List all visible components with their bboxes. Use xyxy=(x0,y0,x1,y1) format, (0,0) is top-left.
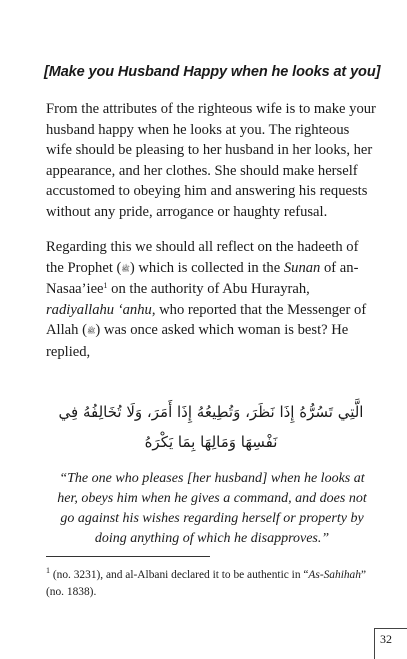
footnote-text: (no. 3231), and al-Albani declared it to be authentic in “ xyxy=(50,569,309,581)
salla-symbol: ﷺ xyxy=(121,264,130,273)
para2-text: on the authority of Abu Hurayrah, xyxy=(107,281,310,297)
footnote-divider xyxy=(46,556,210,557)
footnote-ref: 1 xyxy=(103,281,108,290)
salla-symbol: ﷺ xyxy=(86,327,96,335)
footnote-number: 1 xyxy=(46,566,50,575)
para2-text: , who reported that the Messenger of Allah ( xyxy=(46,301,367,338)
footnote-text: ” (no. 1838). xyxy=(46,569,367,598)
section-heading: [Make you Husband Happy when he looks at you] xyxy=(44,64,381,80)
paragraph-hadeeth-intro xyxy=(46,237,376,362)
page-number: 32 xyxy=(380,632,392,646)
footnote-book-title: As-Sahihah xyxy=(308,569,361,581)
hadeeth-translation: “The one who pleases [her husband] when he looks at her, obeys him when he gives a command, and does not go against his wishes regarding herself or property by doing anything of which he disapproves.” xyxy=(57,471,367,546)
radiyallahu-term: radiyallahu ‘anhu xyxy=(46,301,152,318)
para2-text: of an-Nasaa’iee xyxy=(46,259,359,297)
paragraph-attributes: From the attributes of the righteous wife is to make your husband happy when he looks at you. The righteous wife should be pleasing to her husband in her looks, her appearance, and her clothes. She should make herself accustomed to obeying him and answering his requests without any pride, arrogance or haughty refusal. xyxy=(46,101,376,220)
para2-text: Regarding this we should all reflect on the hadeeth of the Prophet ( xyxy=(46,239,359,276)
para2-text: ) was once asked which woman is best? He replied, xyxy=(46,322,349,360)
sunan-term: Sunan xyxy=(283,259,321,276)
footnote xyxy=(46,567,376,601)
para2-text: ) which is collected in the xyxy=(129,259,284,276)
arabic-hadeeth-text: الَّتِي تَسُرُّهُ إِذَا نَظَرَ، وَتُطِيعُهُ إِذَا أَمَرَ، وَلَا تُخَالِفُهُ فِي نَفْسِهَا وَمَالِهَا بِمَا يَكْرَهُ xyxy=(58,403,364,451)
